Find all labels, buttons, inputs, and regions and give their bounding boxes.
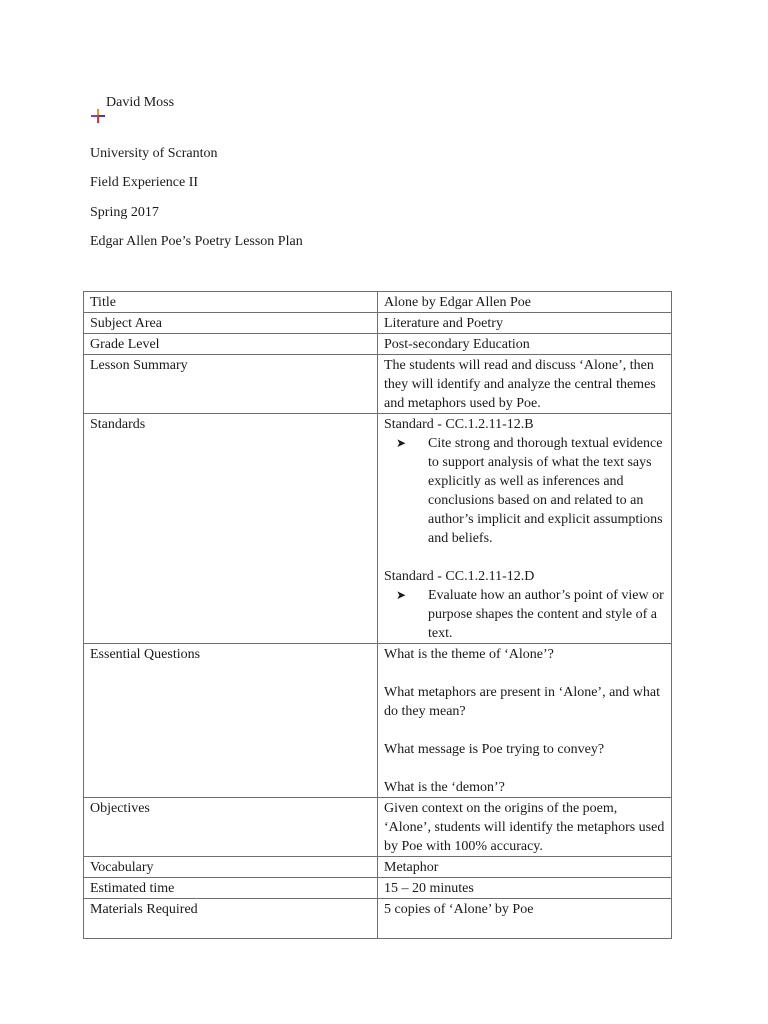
- row-value: 5 copies of ‘Alone’ by Poe: [378, 899, 672, 939]
- author-name: David Moss: [106, 95, 175, 110]
- row-value: Post-secondary Education: [378, 334, 672, 355]
- standard-bullet: [396, 434, 665, 548]
- essential-question: What is the theme of ‘Alone’?: [384, 647, 554, 662]
- row-label: Vocabulary: [84, 857, 378, 878]
- table-row-title: [84, 292, 672, 313]
- standards-list: [378, 414, 672, 644]
- term: Spring 2017: [90, 205, 159, 220]
- course-name: Field Experience II: [90, 175, 199, 190]
- institution: University of Scranton: [90, 146, 218, 161]
- row-label: Subject Area: [84, 313, 378, 334]
- row-label: Estimated time: [84, 878, 378, 899]
- table-row-grade: [84, 334, 672, 355]
- table-row-time: [84, 878, 672, 899]
- arrow-bullet-icon: ➤: [396, 588, 407, 602]
- questions-list: [378, 644, 672, 798]
- row-label: Essential Questions: [84, 644, 378, 798]
- anchor-marker-icon: [90, 108, 106, 124]
- table-row-materials: [84, 899, 672, 939]
- table-row-summary: [84, 355, 672, 414]
- row-label: Lesson Summary: [84, 355, 378, 414]
- arrow-bullet-icon: ➤: [396, 436, 407, 450]
- row-value: Given context on the origins of the poem, ‘Alone’, students will identify the metaphors used by Poe with 100% accuracy.: [378, 798, 672, 857]
- row-label: Standards: [84, 414, 378, 644]
- standard-description: Cite strong and thorough textual evidence to support analysis of what the text says explicitly as well as inferences and conclusions based on and related to an author’s implicit and explicit assumptions and beliefs.: [428, 436, 663, 546]
- row-label: Title: [84, 292, 378, 313]
- standard-description: Evaluate how an author’s point of view or purpose shapes the content and style of a text.: [428, 588, 664, 641]
- lesson-plan-title: Edgar Allen Poe’s Poetry Lesson Plan: [90, 234, 303, 249]
- standard-bullet: [396, 586, 665, 643]
- table-row-questions: [84, 644, 672, 798]
- row-label: Grade Level: [84, 334, 378, 355]
- row-value: Literature and Poetry: [378, 313, 672, 334]
- standard-code: Standard - CC.1.2.11-12.D: [384, 569, 535, 584]
- row-label: Materials Required: [84, 899, 378, 939]
- table-row-objectives: [84, 798, 672, 857]
- table-row-standards: [84, 414, 672, 644]
- row-label: Objectives: [84, 798, 378, 857]
- essential-question: What message is Poe trying to convey?: [384, 742, 605, 757]
- row-value: Alone by Edgar Allen Poe: [378, 292, 672, 313]
- lesson-plan-table: [83, 291, 672, 939]
- row-value: The students will read and discuss ‘Alone’, then they will identify and analyze the central themes and metaphors used by Poe.: [378, 355, 672, 414]
- row-value: 15 – 20 minutes: [378, 878, 672, 899]
- row-value: Metaphor: [378, 857, 672, 878]
- essential-question: What is the ‘demon’?: [384, 780, 505, 795]
- table-row-vocabulary: [84, 857, 672, 878]
- essential-question: What metaphors are present in ‘Alone’, and what do they mean?: [384, 685, 661, 719]
- table-row-subject: [84, 313, 672, 334]
- standard-code: Standard - CC.1.2.11-12.B: [384, 417, 534, 432]
